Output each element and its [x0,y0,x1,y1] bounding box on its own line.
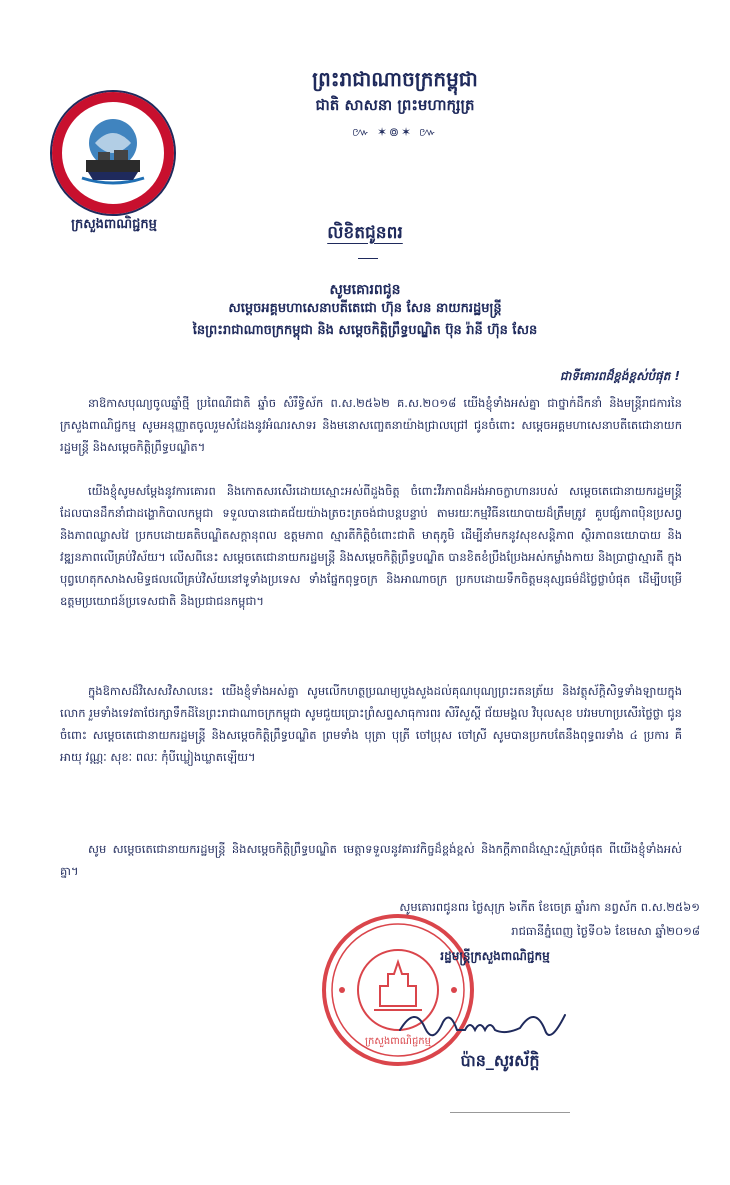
date-lunar: សូមគោរពជូនពរ ថ្ងៃសុក្រ ៦កើត ខែចេត្រ ឆ្នាំរកា នព្វស័ក ព.ស.២៥៦១ [399,900,700,914]
signer-name: ប៉ាន_សូរស័ក្តិ [460,1051,540,1070]
body-paragraph: សូម សម្តេចតេជោនាយករដ្ឋមន្ត្រី និងសម្តេចកិត្តិព្រឹទ្ធបណ្ឌិត មេត្តាទទួលនូវគារវកិច្ចដ៏ខ្ពង់ខ្ពស់ និងកក្តីភាពដ៏ស្មោះស្ម័គ្របំផុត ពីយើងខ្ញុំទាំងអស់គ្នា។ [60,842,682,878]
ministry-name: ក្រសួងពាណិជ្ជកម្ម [71,217,157,232]
body-paragraph: ក្នុងឱកាសដ៏វិសេសវិសាលនេះ យើងខ្ញុំទាំងអស់គ្នា សូមលើកហត្ថប្រណម្យបួងសួងដល់គុណបុណ្យព្រះរតនត្រ័យ និងវត្ថុស័ក្តិសិទ្ធទាំងឡាយក្នុងលោក រួមទាំងទេវតាថែរក្សាទឹកដីនៃព្រះរាជាណាចក្រកម្ពុជា សូមជួយប្រោះព្រំសព្ទសាធុការពរ សិរីសួស្តី ជ័យមង្គល វិបុលសុខ បវរមហាប្រសើរថ្លៃថ្លា ជូនចំពោះ សម្តេចតេជោនាយករដ្ឋមន្ត្រី និងសម្តេចកិត្តិព្រឹទ្ធបណ្ឌិត ព្រមទាំង បុត្រា បុត្រី ចៅប្រុស ចៅស្រី សូមបានប្រកបតែនឹងពុទ្ធពរទាំង ៤ ប្រការ គឺ អាយុ វណ្ណៈ សុខៈ ពលៈ កុំបីឃ្លៀងឃ្លាតឡើយ។ [60,684,682,764]
signature-scribble [395,1000,575,1050]
document-title: លិខិតជូនពរ [327,223,403,243]
ministry-logo-icon [48,88,178,218]
date-solar: រាជធានីភ្នំពេញ ថ្ងៃទី០៦ ខែមេសា ឆ្នាំ២០១៨ [511,924,700,938]
ornament-divider: ៚ ✶៙✶ ៚ [352,125,438,139]
seal-text: ក្រសួងពាណិជ្ជកម្ម [365,1036,431,1047]
body-paragraph: យើងខ្ញុំសូមសម្តែងនូវការគោរព និងកោតសរសើរដោយស្មោះអស់ពីដួងចិត្ត ចំពោះវីរភាពដ៏អង់អាចក្លាហានរបស់ សម្តេចតេជោនាយករដ្ឋមន្ត្រី ដែលបានដឹកនាំជាដង្ហោកិបាលកម្ពុជា ទទួលបានជោគជ័យយ៉ាងត្រចះត្រចង់ជាបន្តបន្ទាប់ តាមរយៈកម្មវិធីនយោបាយដ៏ត្រឹមត្រូវ គួបផ្សំភាពប៉ិនប្រសព្វ និងភាពឈ្លាសវៃ ប្រកបដោយគតិបណ្ឌិតសក្តានុពល ឧត្តមភាព ស្មារតីកិត្តិចំពោះជាតិ មាតុភូមិ ដើម្បីនាំមកនូវសុខសន្តិភាព ស្ថិរភាពនយោបាយ និងវឌ្ឍនភាពលើគ្រប់វិស័យ។ លើសពីនេះ សម្តេចតេជោនាយករដ្ឋមន្ត្រី និងសម្តេចកិត្តិព្រឹទ្ធបណ្ឌិត បានខិតខំប្រឹងប្រែងអស់កម្លាំងកាយ និងប្រាជ្ញាស្មារតី ក្នុងបុព្វហេតុកសាងសមិទ្ធផលលើគ្រប់វិស័យនៅទូទាំងប្រទេស ទាំងផ្នែកពុទ្ធចក្រ និងអាណាចក្រ ប្រកបដោយទឹកចិត្តមនុស្សធម៌ដ៏ថ្លៃថ្លាបំផុត ដើម្បីបម្រើឧត្តមប្រយោជន៍ប្រទេសជាតិ និងប្រជាជនកម្ពុជា។ [60,484,682,608]
wish-line: ជាទីគោរពដ៏ខ្ពង់ខ្ពស់បំផុត ! [559,369,680,383]
national-motto: ជាតិ សាសនា ព្រះមហាក្សត្រ [315,96,475,114]
kingdom-header: ព្រះរាជាណាចក្រកម្ពុជា [312,67,478,91]
signature-underline [450,1112,570,1113]
addressee-line-2: នៃព្រះរាជាណាចក្រកម្ពុជា និង សម្តេចកិត្តិព្រឹទ្ធបណ្ឌិត ប៊ុន រ៉ានី ហ៊ុន សែន [192,323,538,338]
addressee-line-1: សម្តេចអគ្គមហាសេនាបតីតេជោ ហ៊ុន សែន នាយករដ្ឋមន្ត្រី [228,301,502,316]
body-paragraph: នាឱកាសបុណ្យចូលឆ្នាំថ្មី ប្រពៃណីជាតិ ឆ្នាំច សំរឹទ្ធិស័ក ព.ស.២៥៦២ គ.ស.២០១៨ យើងខ្ញុំទាំងអស់គ្នា ជាថ្នាក់ដឹកនាំ និងមន្ត្រីរាជការនៃក្រសួងពាណិជ្ជកម្ម សូមអនុញ្ញាតចូលរួមសំដែងនូវអំណរសាទរ និងមនោសញ្ចេតនាយ៉ាងជ្រាលជ្រៅ ជូនចំពោះ សម្តេចអគ្គមហាសេនាបតីតេជោនាយករដ្ឋមន្ត្រី និងសម្តេចកិត្តិព្រឹទ្ធបណ្ឌិត។ [60,396,682,454]
respect-line: សូមគោរពជូន [329,282,401,298]
signer-position: រដ្ឋមន្ត្រីក្រសួងពាណិជ្ជកម្ម [440,949,550,963]
title-divider [358,258,378,259]
